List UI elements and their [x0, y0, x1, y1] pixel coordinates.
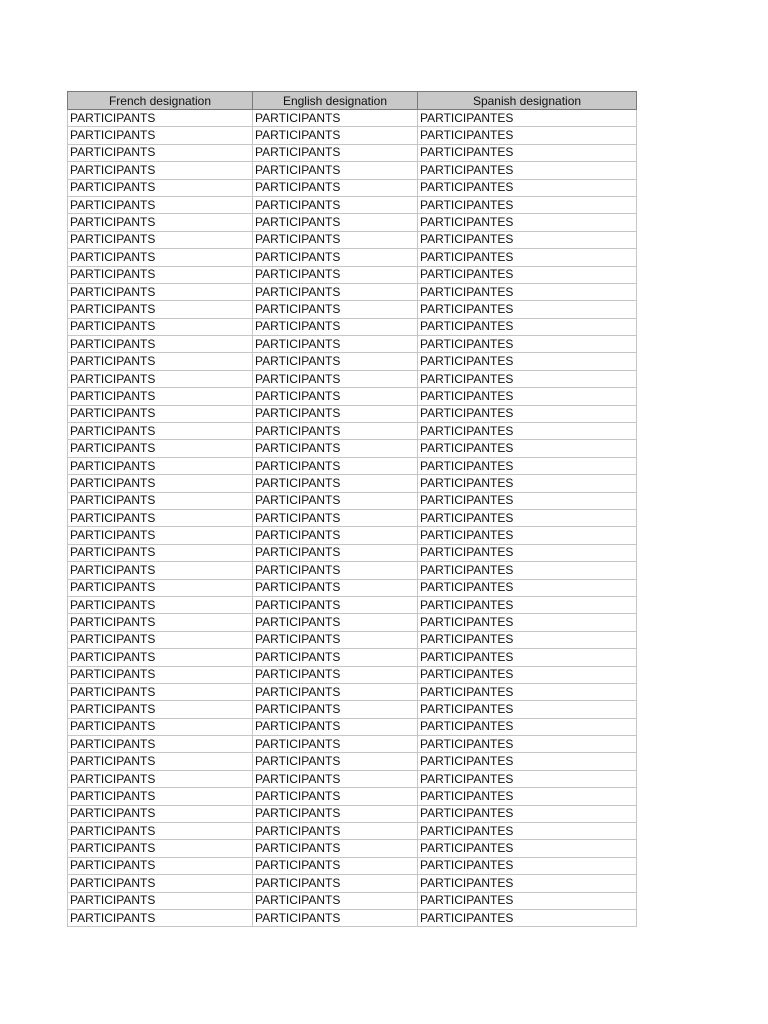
- cell-french-designation: PARTICIPANTS: [68, 457, 253, 474]
- cell-english-designation: PARTICIPANTS: [253, 666, 418, 683]
- header-row: [68, 92, 637, 110]
- table-row: [68, 840, 637, 857]
- cell-french-designation: PARTICIPANTS: [68, 249, 253, 266]
- cell-french-designation: PARTICIPANTS: [68, 666, 253, 683]
- cell-french-designation: PARTICIPANTS: [68, 127, 253, 144]
- table-row: [68, 336, 637, 353]
- table-row: [68, 892, 637, 909]
- table-row: [68, 423, 637, 440]
- cell-english-designation: PARTICIPANTS: [253, 614, 418, 631]
- cell-french-designation: PARTICIPANTS: [68, 909, 253, 926]
- cell-english-designation: PARTICIPANTS: [253, 805, 418, 822]
- cell-french-designation: PARTICIPANTS: [68, 631, 253, 648]
- cell-french-designation: PARTICIPANTS: [68, 614, 253, 631]
- cell-english-designation: PARTICIPANTS: [253, 683, 418, 700]
- table-row: [68, 909, 637, 926]
- table-row: [68, 196, 637, 213]
- cell-spanish-designation: PARTICIPANTES: [418, 370, 637, 387]
- cell-french-designation: PARTICIPANTS: [68, 405, 253, 422]
- cell-english-designation: PARTICIPANTS: [253, 405, 418, 422]
- cell-french-designation: PARTICIPANTS: [68, 544, 253, 561]
- cell-spanish-designation: PARTICIPANTES: [418, 144, 637, 161]
- cell-french-designation: PARTICIPANTS: [68, 736, 253, 753]
- cell-french-designation: PARTICIPANTS: [68, 110, 253, 127]
- cell-french-designation: PARTICIPANTS: [68, 370, 253, 387]
- table-row: [68, 649, 637, 666]
- cell-english-designation: PARTICIPANTS: [253, 631, 418, 648]
- cell-french-designation: PARTICIPANTS: [68, 753, 253, 770]
- cell-english-designation: PARTICIPANTS: [253, 301, 418, 318]
- cell-english-designation: PARTICIPANTS: [253, 457, 418, 474]
- cell-english-designation: PARTICIPANTS: [253, 562, 418, 579]
- cell-french-designation: PARTICIPANTS: [68, 144, 253, 161]
- cell-spanish-designation: PARTICIPANTES: [418, 701, 637, 718]
- table-row: [68, 805, 637, 822]
- cell-english-designation: PARTICIPANTS: [253, 179, 418, 196]
- cell-spanish-designation: PARTICIPANTES: [418, 283, 637, 300]
- cell-spanish-designation: PARTICIPANTES: [418, 214, 637, 231]
- table-row: [68, 370, 637, 387]
- table-row: [68, 144, 637, 161]
- cell-spanish-designation: PARTICIPANTES: [418, 423, 637, 440]
- header-french-designation: French designation: [68, 92, 253, 110]
- table-row: [68, 788, 637, 805]
- cell-spanish-designation: PARTICIPANTES: [418, 440, 637, 457]
- cell-french-designation: PARTICIPANTS: [68, 857, 253, 874]
- cell-spanish-designation: PARTICIPANTES: [418, 770, 637, 787]
- cell-spanish-designation: PARTICIPANTES: [418, 736, 637, 753]
- cell-french-designation: PARTICIPANTS: [68, 353, 253, 370]
- cell-spanish-designation: PARTICIPANTES: [418, 353, 637, 370]
- cell-spanish-designation: PARTICIPANTES: [418, 405, 637, 422]
- table-header: [68, 92, 637, 110]
- table-row: [68, 753, 637, 770]
- cell-french-designation: PARTICIPANTS: [68, 718, 253, 735]
- table-row: [68, 162, 637, 179]
- cell-french-designation: PARTICIPANTS: [68, 701, 253, 718]
- cell-english-designation: PARTICIPANTS: [253, 475, 418, 492]
- cell-spanish-designation: PARTICIPANTES: [418, 892, 637, 909]
- cell-spanish-designation: PARTICIPANTES: [418, 596, 637, 613]
- table-row: [68, 266, 637, 283]
- cell-spanish-designation: PARTICIPANTES: [418, 388, 637, 405]
- cell-french-designation: PARTICIPANTS: [68, 283, 253, 300]
- table-row: [68, 457, 637, 474]
- cell-english-designation: PARTICIPANTS: [253, 388, 418, 405]
- cell-spanish-designation: PARTICIPANTES: [418, 666, 637, 683]
- cell-english-designation: PARTICIPANTS: [253, 544, 418, 561]
- cell-english-designation: PARTICIPANTS: [253, 892, 418, 909]
- cell-english-designation: PARTICIPANTS: [253, 318, 418, 335]
- cell-spanish-designation: PARTICIPANTES: [418, 788, 637, 805]
- cell-english-designation: PARTICIPANTS: [253, 336, 418, 353]
- table-row: [68, 509, 637, 526]
- table-row: [68, 666, 637, 683]
- cell-french-designation: PARTICIPANTS: [68, 527, 253, 544]
- table-row: [68, 301, 637, 318]
- cell-english-designation: PARTICIPANTS: [253, 249, 418, 266]
- header-spanish-designation: Spanish designation: [418, 92, 637, 110]
- cell-english-designation: PARTICIPANTS: [253, 875, 418, 892]
- cell-spanish-designation: PARTICIPANTES: [418, 301, 637, 318]
- cell-french-designation: PARTICIPANTS: [68, 336, 253, 353]
- cell-french-designation: PARTICIPANTS: [68, 196, 253, 213]
- cell-spanish-designation: PARTICIPANTES: [418, 562, 637, 579]
- cell-french-designation: PARTICIPANTS: [68, 579, 253, 596]
- cell-french-designation: PARTICIPANTS: [68, 823, 253, 840]
- table-row: [68, 179, 637, 196]
- table-row: [68, 527, 637, 544]
- cell-english-designation: PARTICIPANTS: [253, 162, 418, 179]
- cell-spanish-designation: PARTICIPANTES: [418, 110, 637, 127]
- table-row: [68, 875, 637, 892]
- cell-english-designation: PARTICIPANTS: [253, 440, 418, 457]
- cell-english-designation: PARTICIPANTS: [253, 423, 418, 440]
- table-row: [68, 405, 637, 422]
- cell-spanish-designation: PARTICIPANTES: [418, 805, 637, 822]
- table-body: [68, 110, 637, 927]
- cell-english-designation: PARTICIPANTS: [253, 718, 418, 735]
- table-row: [68, 823, 637, 840]
- cell-english-designation: PARTICIPANTS: [253, 736, 418, 753]
- cell-english-designation: PARTICIPANTS: [253, 579, 418, 596]
- cell-french-designation: PARTICIPANTS: [68, 596, 253, 613]
- cell-english-designation: PARTICIPANTS: [253, 214, 418, 231]
- cell-french-designation: PARTICIPANTS: [68, 318, 253, 335]
- header-english-designation: English designation: [253, 92, 418, 110]
- cell-french-designation: PARTICIPANTS: [68, 770, 253, 787]
- table-row: [68, 127, 637, 144]
- table-row: [68, 249, 637, 266]
- cell-english-designation: PARTICIPANTS: [253, 266, 418, 283]
- cell-english-designation: PARTICIPANTS: [253, 596, 418, 613]
- cell-spanish-designation: PARTICIPANTES: [418, 457, 637, 474]
- cell-english-designation: PARTICIPANTS: [253, 857, 418, 874]
- cell-english-designation: PARTICIPANTS: [253, 370, 418, 387]
- cell-french-designation: PARTICIPANTS: [68, 475, 253, 492]
- cell-english-designation: PARTICIPANTS: [253, 840, 418, 857]
- cell-french-designation: PARTICIPANTS: [68, 266, 253, 283]
- cell-spanish-designation: PARTICIPANTES: [418, 631, 637, 648]
- cell-spanish-designation: PARTICIPANTES: [418, 492, 637, 509]
- cell-spanish-designation: PARTICIPANTES: [418, 266, 637, 283]
- cell-french-designation: PARTICIPANTS: [68, 214, 253, 231]
- table-row: [68, 318, 637, 335]
- cell-spanish-designation: PARTICIPANTES: [418, 318, 637, 335]
- cell-french-designation: PARTICIPANTS: [68, 162, 253, 179]
- cell-english-designation: PARTICIPANTS: [253, 110, 418, 127]
- cell-english-designation: PARTICIPANTS: [253, 909, 418, 926]
- cell-spanish-designation: PARTICIPANTES: [418, 718, 637, 735]
- cell-spanish-designation: PARTICIPANTES: [418, 231, 637, 248]
- cell-spanish-designation: PARTICIPANTES: [418, 823, 637, 840]
- cell-english-designation: PARTICIPANTS: [253, 701, 418, 718]
- cell-spanish-designation: PARTICIPANTES: [418, 179, 637, 196]
- cell-spanish-designation: PARTICIPANTES: [418, 579, 637, 596]
- cell-french-designation: PARTICIPANTS: [68, 805, 253, 822]
- cell-spanish-designation: PARTICIPANTES: [418, 127, 637, 144]
- cell-spanish-designation: PARTICIPANTES: [418, 840, 637, 857]
- cell-spanish-designation: PARTICIPANTES: [418, 509, 637, 526]
- cell-spanish-designation: PARTICIPANTES: [418, 909, 637, 926]
- cell-english-designation: PARTICIPANTS: [253, 649, 418, 666]
- table-row: [68, 579, 637, 596]
- cell-french-designation: PARTICIPANTS: [68, 875, 253, 892]
- cell-french-designation: PARTICIPANTS: [68, 423, 253, 440]
- table-row: [68, 440, 637, 457]
- cell-spanish-designation: PARTICIPANTES: [418, 649, 637, 666]
- cell-french-designation: PARTICIPANTS: [68, 231, 253, 248]
- cell-spanish-designation: PARTICIPANTES: [418, 875, 637, 892]
- cell-spanish-designation: PARTICIPANTES: [418, 614, 637, 631]
- cell-english-designation: PARTICIPANTS: [253, 231, 418, 248]
- cell-french-designation: PARTICIPANTS: [68, 562, 253, 579]
- cell-french-designation: PARTICIPANTS: [68, 179, 253, 196]
- cell-french-designation: PARTICIPANTS: [68, 892, 253, 909]
- cell-french-designation: PARTICIPANTS: [68, 509, 253, 526]
- cell-english-designation: PARTICIPANTS: [253, 527, 418, 544]
- cell-french-designation: PARTICIPANTS: [68, 301, 253, 318]
- cell-english-designation: PARTICIPANTS: [253, 492, 418, 509]
- cell-english-designation: PARTICIPANTS: [253, 127, 418, 144]
- table-row: [68, 231, 637, 248]
- cell-french-designation: PARTICIPANTS: [68, 388, 253, 405]
- cell-french-designation: PARTICIPANTS: [68, 683, 253, 700]
- table-row: [68, 718, 637, 735]
- cell-english-designation: PARTICIPANTS: [253, 823, 418, 840]
- table-row: [68, 736, 637, 753]
- cell-spanish-designation: PARTICIPANTES: [418, 753, 637, 770]
- cell-spanish-designation: PARTICIPANTES: [418, 249, 637, 266]
- table-row: [68, 683, 637, 700]
- table-row: [68, 562, 637, 579]
- table-row: [68, 214, 637, 231]
- table-row: [68, 701, 637, 718]
- cell-spanish-designation: PARTICIPANTES: [418, 475, 637, 492]
- cell-spanish-designation: PARTICIPANTES: [418, 196, 637, 213]
- cell-french-designation: PARTICIPANTS: [68, 840, 253, 857]
- designation-table: [67, 91, 637, 927]
- cell-spanish-designation: PARTICIPANTES: [418, 544, 637, 561]
- cell-english-designation: PARTICIPANTS: [253, 788, 418, 805]
- cell-french-designation: PARTICIPANTS: [68, 492, 253, 509]
- table-row: [68, 544, 637, 561]
- cell-english-designation: PARTICIPANTS: [253, 509, 418, 526]
- table-row: [68, 283, 637, 300]
- table-row: [68, 631, 637, 648]
- cell-french-designation: PARTICIPANTS: [68, 788, 253, 805]
- cell-french-designation: PARTICIPANTS: [68, 440, 253, 457]
- cell-english-designation: PARTICIPANTS: [253, 770, 418, 787]
- table-row: [68, 475, 637, 492]
- cell-english-designation: PARTICIPANTS: [253, 196, 418, 213]
- table-row: [68, 492, 637, 509]
- cell-french-designation: PARTICIPANTS: [68, 649, 253, 666]
- cell-spanish-designation: PARTICIPANTES: [418, 683, 637, 700]
- table-row: [68, 596, 637, 613]
- cell-spanish-designation: PARTICIPANTES: [418, 336, 637, 353]
- cell-english-designation: PARTICIPANTS: [253, 144, 418, 161]
- cell-spanish-designation: PARTICIPANTES: [418, 162, 637, 179]
- table-row: [68, 388, 637, 405]
- cell-english-designation: PARTICIPANTS: [253, 283, 418, 300]
- cell-spanish-designation: PARTICIPANTES: [418, 857, 637, 874]
- cell-spanish-designation: PARTICIPANTES: [418, 527, 637, 544]
- table-row: [68, 857, 637, 874]
- cell-english-designation: PARTICIPANTS: [253, 353, 418, 370]
- table-row: [68, 770, 637, 787]
- cell-english-designation: PARTICIPANTS: [253, 753, 418, 770]
- table-row: [68, 110, 637, 127]
- table-row: [68, 353, 637, 370]
- table-row: [68, 614, 637, 631]
